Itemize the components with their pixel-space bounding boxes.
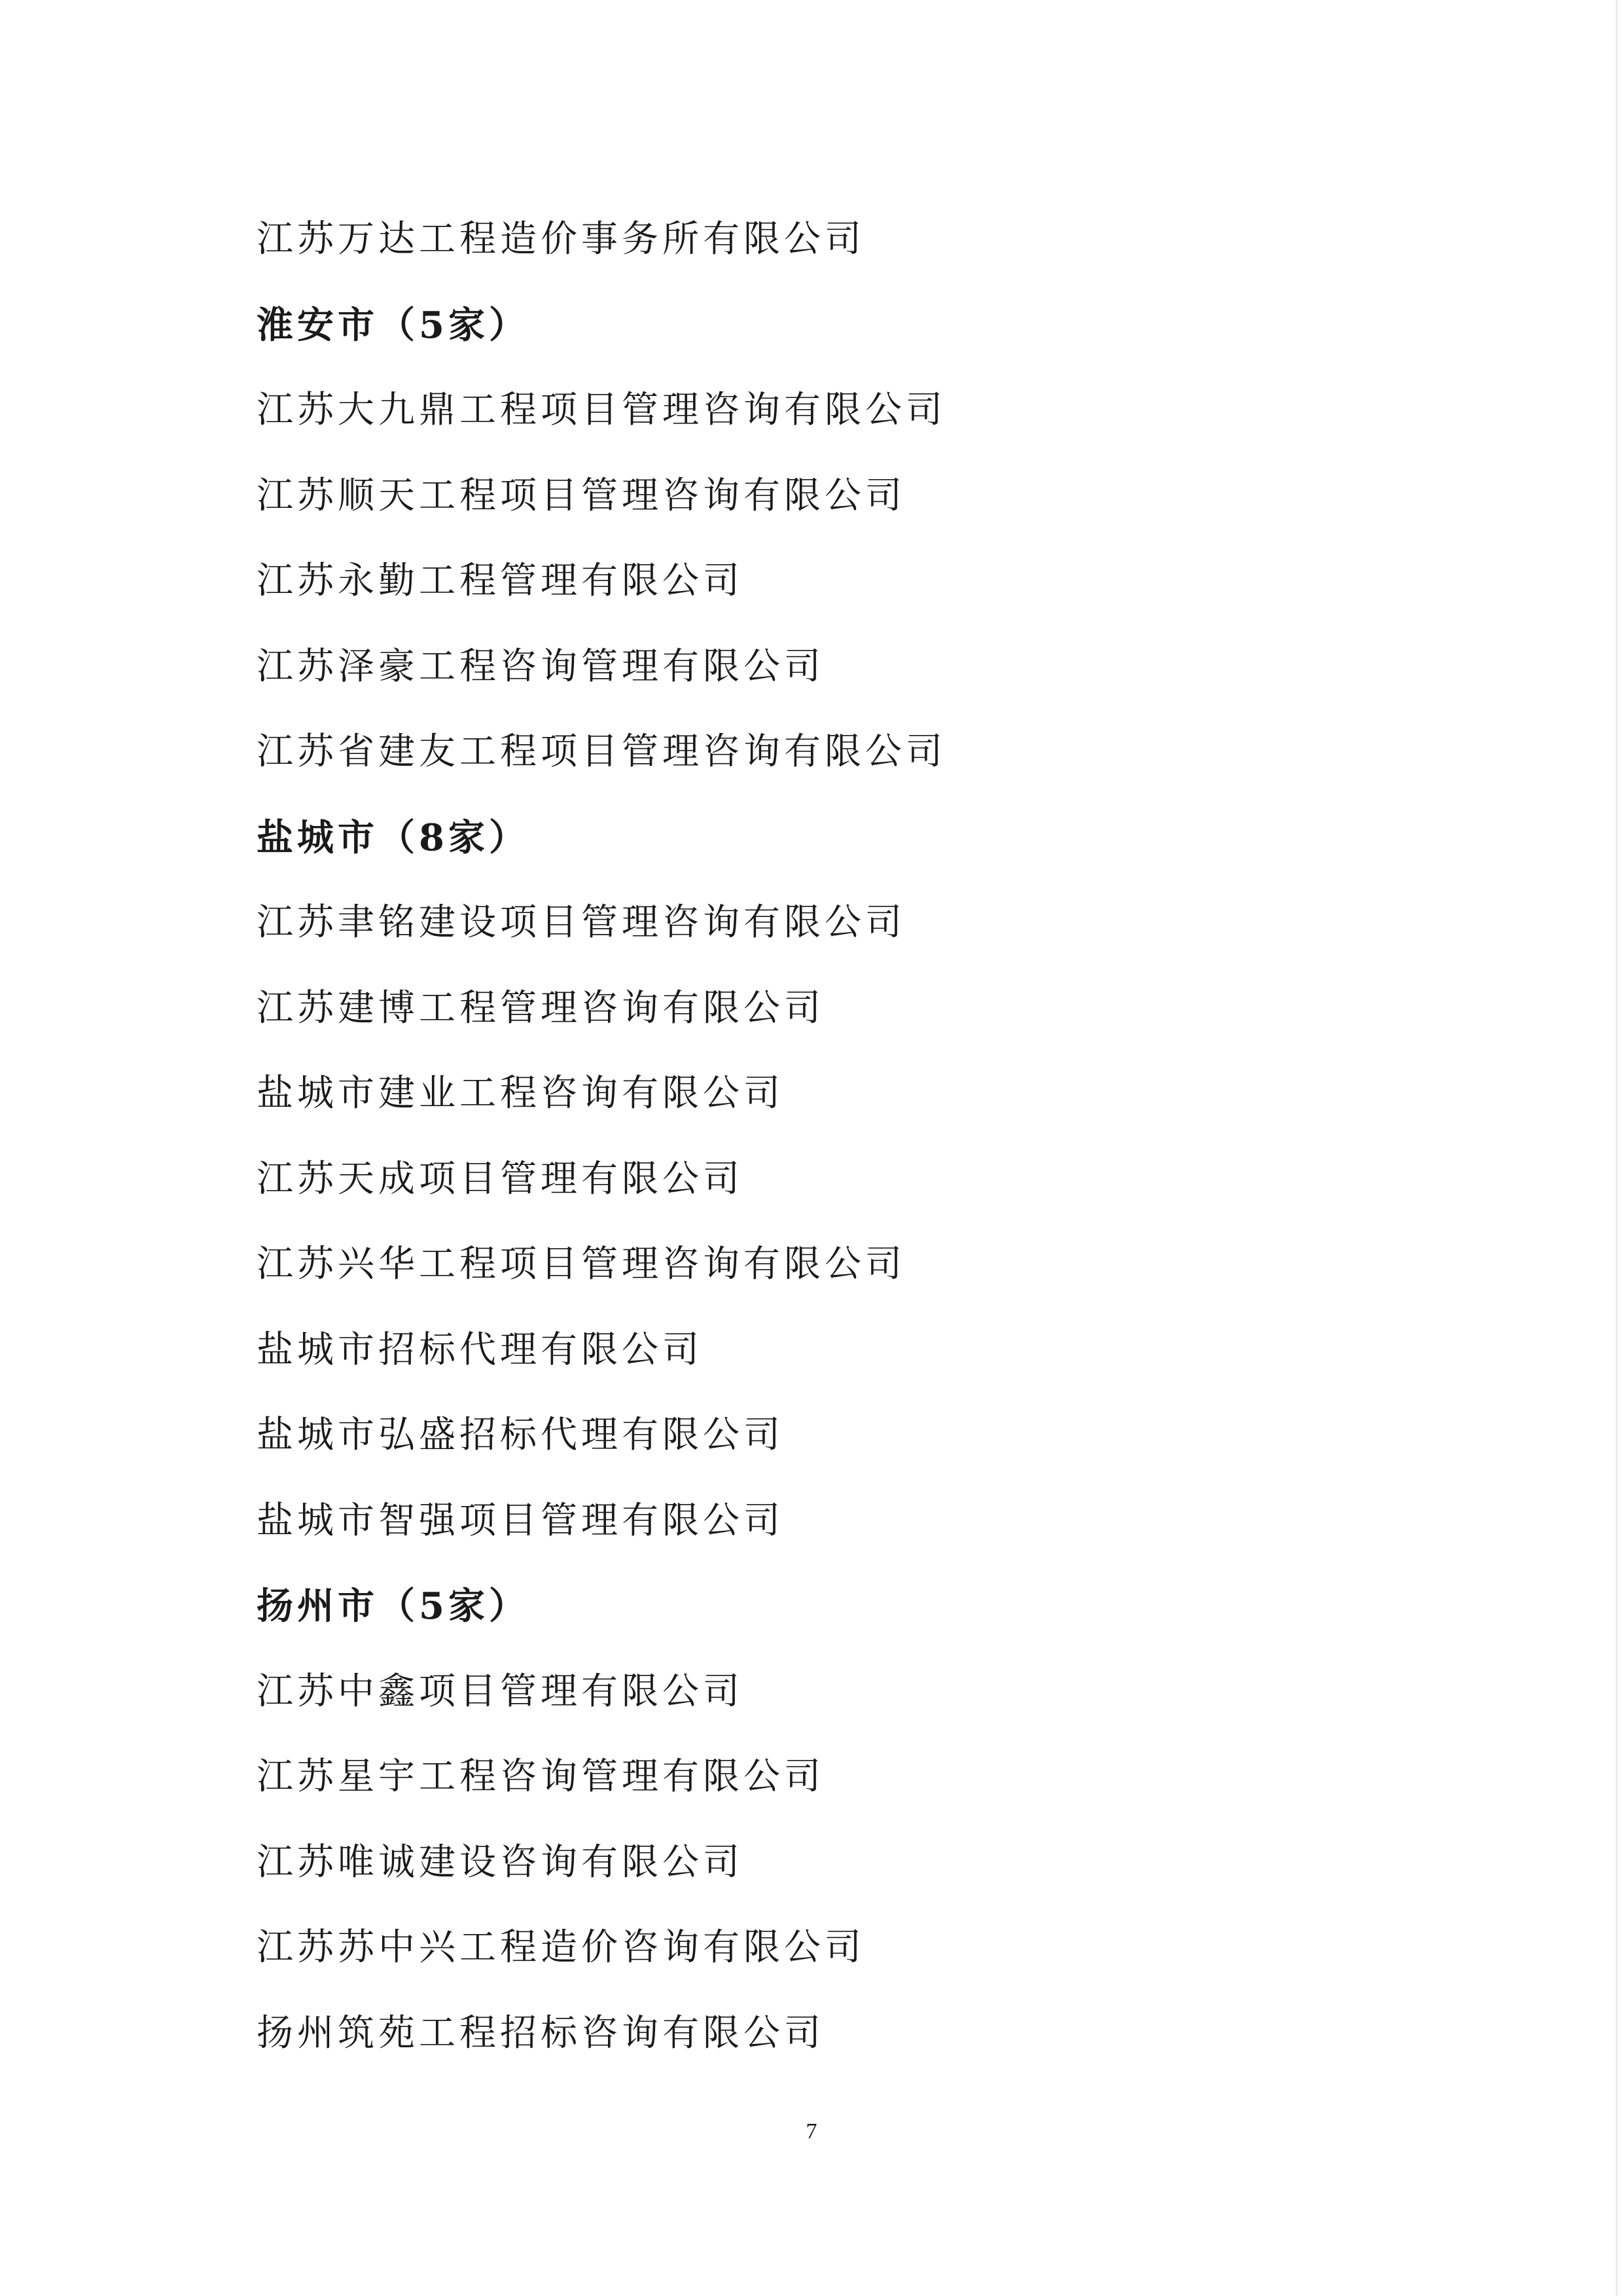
company-name: 江苏大九鼎工程项目管理咨询有限公司 — [257, 389, 946, 431]
company-name: 江苏聿铭建设项目管理咨询有限公司 — [257, 901, 906, 944]
company-name: 扬州筑苑工程招标咨询有限公司 — [257, 2012, 825, 2054]
company-name: 盐城市弘盛招标代理有限公司 — [257, 1414, 784, 1456]
company-name: 江苏永勤工程管理有限公司 — [257, 560, 743, 602]
company-name: 盐城市建业工程咨询有限公司 — [257, 1072, 784, 1115]
company-name: 江苏顺天工程项目管理咨询有限公司 — [257, 475, 906, 517]
scan-edge-line — [1616, 0, 1618, 2296]
company-name: 江苏兴华工程项目管理咨询有限公司 — [257, 1243, 906, 1285]
city-heading: 淮安市（5家） — [257, 304, 529, 347]
company-name: 江苏万达工程造价事务所有限公司 — [257, 218, 865, 260]
city-heading: 扬州市（5家） — [257, 1585, 529, 1628]
page-number: 7 — [806, 2119, 817, 2144]
company-name: 江苏唯诚建设咨询有限公司 — [257, 1841, 743, 1884]
company-name: 盐城市智强项目管理有限公司 — [257, 1499, 784, 1542]
company-name: 江苏建博工程管理咨询有限公司 — [257, 987, 825, 1030]
company-name: 江苏中鑫项目管理有限公司 — [257, 1670, 743, 1713]
company-name: 江苏泽豪工程咨询管理有限公司 — [257, 645, 825, 688]
company-name: 江苏苏中兴工程造价咨询有限公司 — [257, 1926, 865, 1969]
company-name: 江苏天成项目管理有限公司 — [257, 1158, 743, 1200]
company-name: 盐城市招标代理有限公司 — [257, 1329, 703, 1371]
company-name: 江苏省建友工程项目管理咨询有限公司 — [257, 730, 946, 773]
company-name: 江苏星宇工程咨询管理有限公司 — [257, 1755, 825, 1798]
city-heading: 盐城市（8家） — [257, 816, 529, 859]
